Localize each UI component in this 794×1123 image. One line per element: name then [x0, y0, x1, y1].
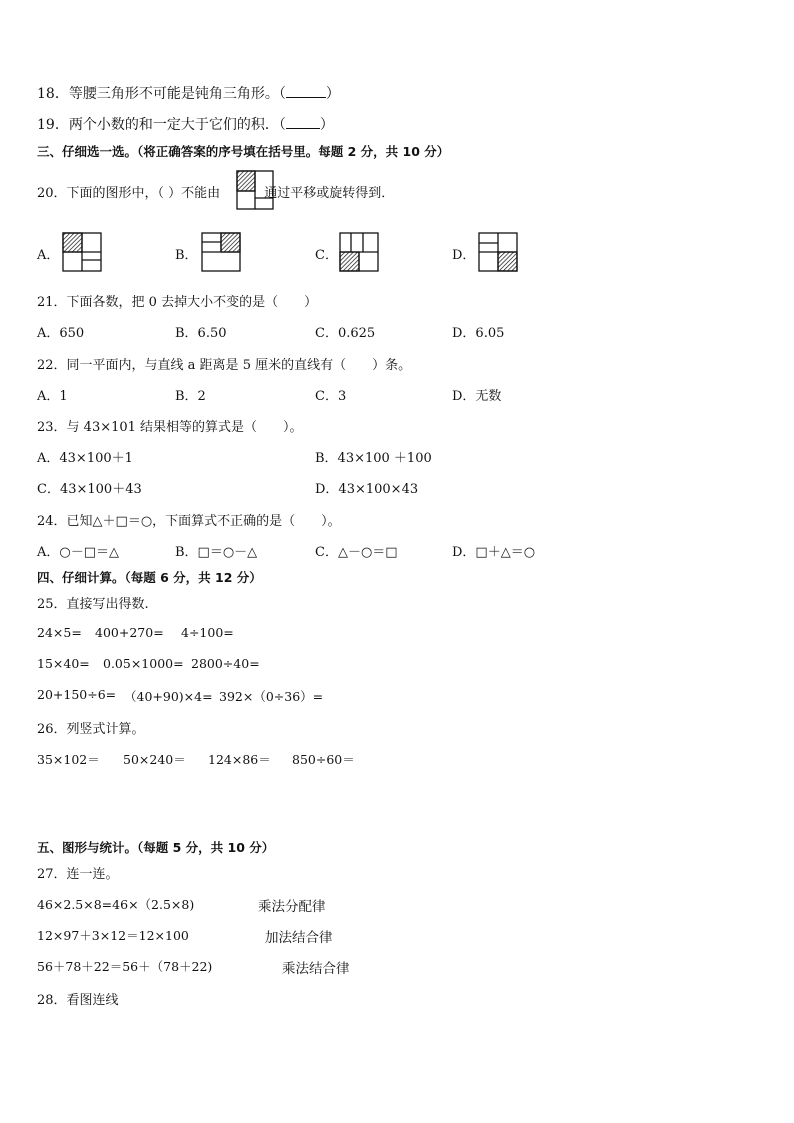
- question-18-close: ）: [325, 86, 340, 102]
- q21-option-a[interactable]: A．650: [37, 326, 85, 341]
- q20-option-b-label[interactable]: B．: [175, 248, 198, 263]
- question-20-text-before: 20．下面的图形中，（ ）不能由: [37, 186, 221, 201]
- q22-option-c[interactable]: C．3: [315, 389, 347, 404]
- q24-option-b[interactable]: B．□＝○－△: [175, 545, 258, 560]
- q20-option-a-label[interactable]: A．: [37, 248, 60, 263]
- section-4-heading: 四、仔细计算。（每题 6 分，共 12 分）: [37, 570, 262, 585]
- q23-option-b[interactable]: B．43×100 ＋100: [315, 451, 432, 466]
- q21-option-b[interactable]: B．6.50: [175, 326, 227, 341]
- question-27: 27．连一连。: [37, 867, 119, 882]
- q20-option-d-label[interactable]: D．: [452, 248, 476, 263]
- question-19: [37, 114, 334, 134]
- question-18: [37, 83, 340, 103]
- q27-left-item[interactable]: 12×97＋3×12＝12×100: [37, 928, 189, 943]
- q23-option-d[interactable]: D．43×100×43: [315, 482, 419, 497]
- q21-option-c[interactable]: C．0.625: [315, 326, 376, 341]
- q26-item: 50×240＝: [123, 752, 186, 767]
- answer-blank-19[interactable]: [286, 116, 320, 129]
- q25-calc: 20+150÷6=: [37, 687, 117, 702]
- q27-left-item[interactable]: 46×2.5×8=46×（2.5×8): [37, 897, 195, 912]
- q21-option-d[interactable]: D．6.05: [452, 326, 505, 341]
- section-5-heading: 五、图形与统计。（每题 5 分，共 10 分）: [37, 840, 275, 855]
- question-20: [37, 182, 394, 201]
- q27-right-item[interactable]: 加法结合律: [265, 930, 333, 946]
- question-19-close: ）: [319, 117, 334, 133]
- question-24: 24．已知△＋□＝○，下面算式不正确的是（ ）。: [37, 514, 341, 529]
- question-26: 26．列竖式计算。: [37, 722, 145, 737]
- q25-calc: 400+270=: [95, 625, 164, 640]
- q27-right-item[interactable]: 乘法结合律: [282, 961, 350, 977]
- q25-calc: 15×40=: [37, 656, 90, 671]
- q23-option-c[interactable]: C．43×100＋43: [37, 482, 142, 497]
- q20-option-d-figure[interactable]: [478, 232, 518, 272]
- q24-option-a[interactable]: A．○－□＝△: [37, 545, 120, 560]
- q20-reference-figure: [236, 170, 274, 210]
- q25-calc: 4÷100=: [181, 625, 234, 640]
- question-21: 21．下面各数，把 0 去掉大小不变的是（ ）: [37, 295, 318, 310]
- question-25: 25．直接写出得数.: [37, 597, 149, 612]
- q23-option-a[interactable]: A．43×100＋1: [37, 451, 133, 466]
- section-3-heading: 三、仔细选一选。（将正确答案的序号填在括号里。每题 2 分，共 10 分）: [37, 144, 450, 159]
- q20-option-b-figure[interactable]: [201, 232, 241, 272]
- question-20-text-after: 通过平移或旋转得到．: [264, 186, 395, 201]
- q27-right-item[interactable]: 乘法分配律: [258, 899, 326, 915]
- q26-item: 124×86＝: [208, 752, 271, 767]
- answer-blank-18[interactable]: [286, 85, 326, 98]
- q25-calc: （40+90)×4=: [124, 689, 213, 704]
- q26-item: 35×102＝: [37, 752, 100, 767]
- q25-calc: 392×（0÷36）=: [219, 689, 324, 704]
- question-23: 23．与 43×101 结果相等的算式是（ ）。: [37, 420, 303, 435]
- q20-option-a-figure[interactable]: [62, 232, 102, 272]
- q26-item: 850÷60＝: [292, 752, 355, 767]
- question-18-text: 18．等腰三角形不可能是钝角三角形。（: [37, 86, 286, 102]
- q20-option-c-figure[interactable]: [339, 232, 379, 272]
- q27-left-item[interactable]: 56＋78＋22＝56＋（78＋22): [37, 959, 213, 974]
- q24-option-c[interactable]: C．△－○＝□: [315, 545, 398, 560]
- q22-option-b[interactable]: B．2: [175, 389, 206, 404]
- q22-option-a[interactable]: A．1: [37, 389, 68, 404]
- question-28: 28．看图连线: [37, 993, 119, 1008]
- q22-option-d[interactable]: D．无数: [452, 389, 502, 404]
- q25-calc: 24×5=: [37, 625, 82, 640]
- q25-calc: 2800÷40=: [191, 656, 260, 671]
- q24-option-d[interactable]: D．□＋△＝○: [452, 545, 536, 560]
- question-22: 22．同一平面内，与直线 a 距离是 5 厘米的直线有（ ）条。: [37, 358, 412, 373]
- q20-option-c-label[interactable]: C．: [315, 248, 338, 263]
- question-19-text: 19．两个小数的和一定大于它们的积．（: [37, 117, 286, 133]
- q25-calc: 0.05×1000=: [103, 656, 184, 671]
